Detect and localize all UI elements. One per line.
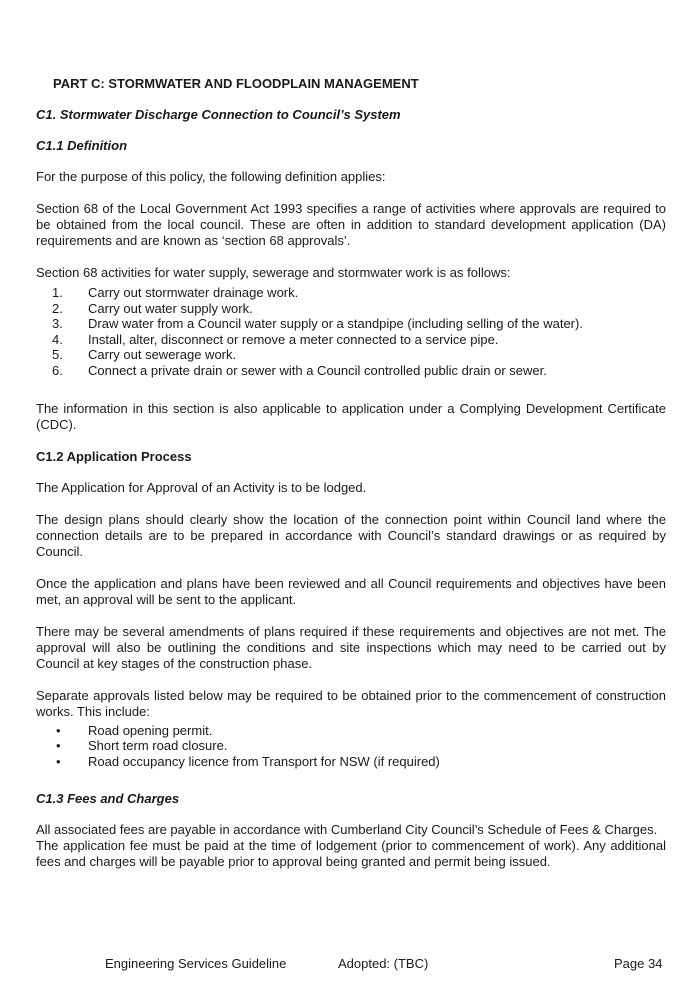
paragraph: The Application for Approval of an Activity is to be lodged. <box>36 479 367 495</box>
approvals-list <box>36 723 666 770</box>
list-item: • Short term road closure. <box>56 738 228 754</box>
footer-page-number: Page 34 <box>614 956 663 971</box>
paragraph: The application fee must be paid at the time of lodgement (prior to commencement of work). Any additional fees and charges will be payable prior to approval being granted and permit being issued. <box>36 838 666 870</box>
list-item: 4. Install, alter, disconnect or remove a meter connected to a service pipe. <box>52 331 499 347</box>
activities-list <box>36 285 666 379</box>
paragraph: For the purpose of this policy, the following definition applies: <box>36 169 386 184</box>
paragraph: All associated fees are payable in accordance with Cumberland City Council’s Schedule of Fees & Charges. <box>36 822 658 838</box>
list-item: 6. Connect a private drain or sewer with a Council controlled public drain or sewer. <box>52 362 547 378</box>
section-heading-c1-2: C1.2 Application Process <box>36 448 192 464</box>
paragraph: The information in this section is also applicable to application under a Complying Development Certificate (CDC). <box>36 400 666 432</box>
paragraph: Section 68 of the Local Government Act 1993 specifies a range of activities where approvals are required to be obtained from the local council. These are often in addition to standard development application (DA) requirements and are known as ‘section 68 approvals’. <box>36 201 666 248</box>
document-page <box>36 76 666 886</box>
list-item: • Road occupancy licence from Transport for NSW (if required) <box>56 753 440 769</box>
list-item: • Road opening permit. <box>56 722 213 738</box>
section-heading-c1: C1. Stormwater Discharge Connection to Council’s System <box>36 107 401 122</box>
footer-document-name: Engineering Services Guideline <box>105 956 287 971</box>
list-item: 3. Draw water from a Council water supply or a standpipe (including selling of the water). <box>52 316 583 332</box>
footer-adopted: Adopted: (TBC) <box>338 956 429 971</box>
list-item: 2. Carry out water supply work. <box>52 300 253 316</box>
paragraph: There may be several amendments of plans required if these requirements and objectives are not met. The approval will also be outlining the conditions and site inspections which may need to be carried out by Council at key stages of the construction phase. <box>36 623 666 671</box>
paragraph: Once the application and plans have been reviewed and all Council requirements and objectives have been met, an approval will be sent to the applicant. <box>36 575 666 607</box>
list-intro: Section 68 activities for water supply, sewerage and stormwater work is as follows: <box>36 265 511 280</box>
paragraph: The design plans should clearly show the location of the connection point within Council land where the connection details are to be prepared in accordance with Council’s standard drawings or as required by Council. <box>36 511 666 559</box>
part-title: PART C: STORMWATER AND FLOODPLAIN MANAGEMENT <box>53 76 419 91</box>
list-item: 1. Carry out stormwater drainage work. <box>52 285 299 300</box>
paragraph: Separate approvals listed below may be required to be obtained prior to the commencement of construction works. This include: <box>36 687 666 719</box>
section-heading-c1-3: C1.3 Fees and Charges <box>36 791 180 807</box>
section-heading-c1-1: C1.1 Definition <box>36 138 128 153</box>
list-item: 5. Carry out sewerage work. <box>52 347 237 363</box>
